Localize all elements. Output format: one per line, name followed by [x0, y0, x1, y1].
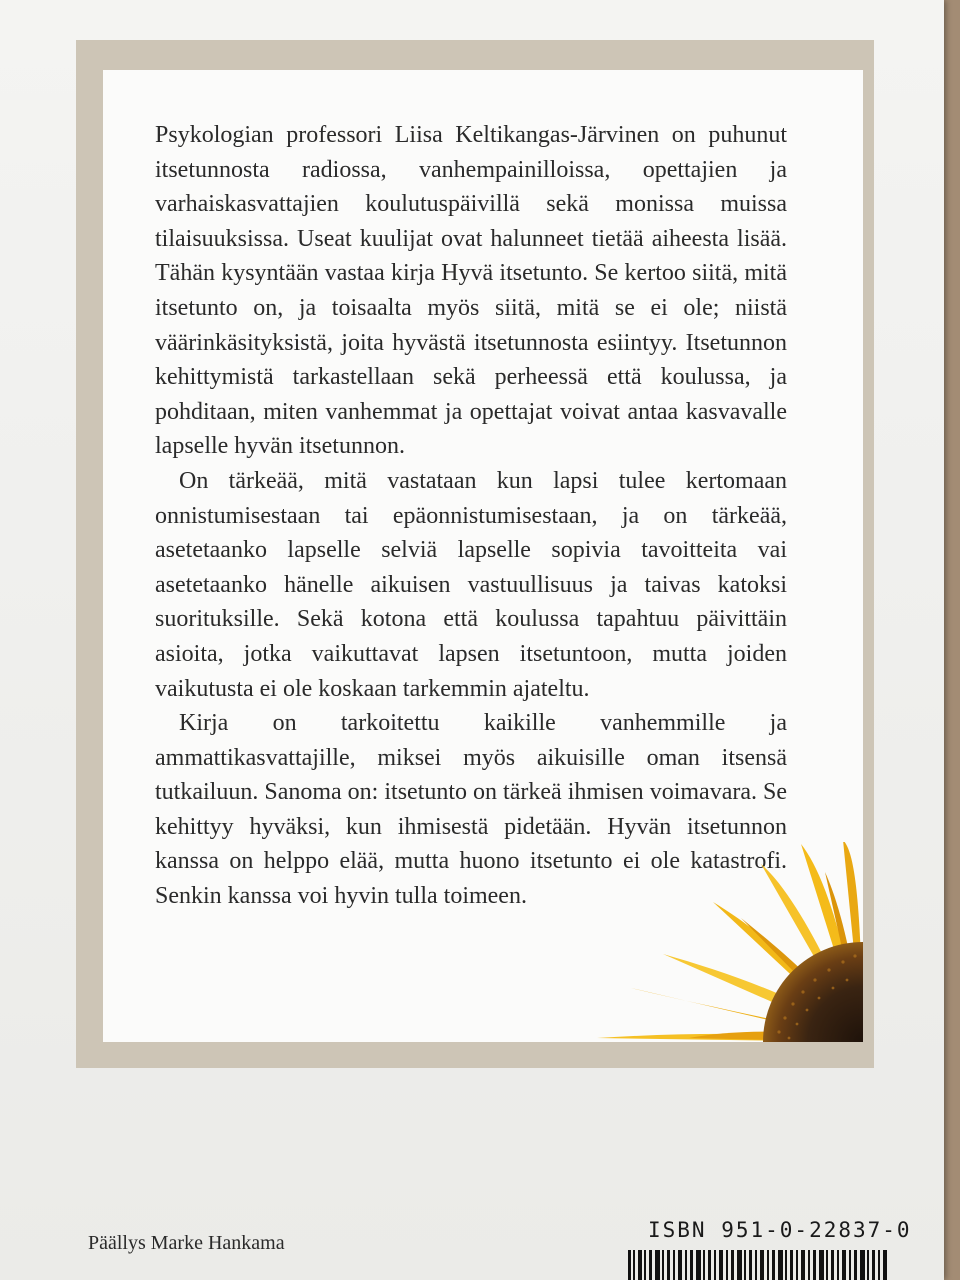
description-paragraph-1: Psykologian professori Liisa Keltikangas-Järvinen on puhunut itsetunnosta radiossa, vanhempainilloissa, opettajien ja varhaiskasvattajien koulutuspäivillä sekä monissa muissa tilaisuuksissa. Useat kuulijat ovat halunneet tietää aiheesta lisää. Tähän kysyntään vastaa kirja Hyvä itsetunto. Se kertoo siitä, mitä itsetunto on, ja toisaalta myös siitä, mitä se ei ole; niistä väärinkäsityksistä, joita hyvästä itsetunnosta esiintyy. Itsetunnon kehittymistä tarkastellaan sekä perheessä että koulussa, ja pohditaan, miten vanhemmat ja opettajat voivat antaa kasvavalle lapselle hyvän itsetunnon. [155, 122, 787, 460]
description-paragraph-2: On tärkeää, mitä vastataan kun lapsi tulee kertomaan onnistumisestaan tai epäonnistumisestaan, ja on tärkeää, asetetaanko lapselle selviä lapselle sopivia tavoitteita vai asetetaanko hänelle aikuisen vastuullisuus ja taivas katoksi suorituksille. Sekä kotona että koulussa tapahtuu päivittäin asioita, jotka vaikuttavat lapsen itsetuntoon, mutta joiden vaikutusta ei ole koskaan tarkemmin ajateltu. [155, 467, 787, 702]
text-panel [103, 70, 863, 1042]
cover-design-credit: Päällys Marke Hankama [88, 1232, 285, 1254]
description-paragraph-3: Kirja on tarkoitettu kaikille vanhemmille ja ammattikasvattajille, miksei myös aikuisille oman itsensä tutkailuun. Sanoma on: itsetunto on tärkeä ihmisen voimavara. Se kehittyy hyväksi, kun ihmisestä pidetään. Hyvän itsetunnon kanssa on helppo elää, mutta huono itsetunto ei ole katastrofi. Senkin kanssa voi hyvin tulla toimeen. [155, 710, 787, 910]
back-cover-description [155, 118, 787, 914]
barcode-image [628, 1250, 888, 1280]
sunflower-image [593, 842, 863, 1042]
isbn-number: ISBN 951-0-22837-0 [648, 1218, 912, 1242]
